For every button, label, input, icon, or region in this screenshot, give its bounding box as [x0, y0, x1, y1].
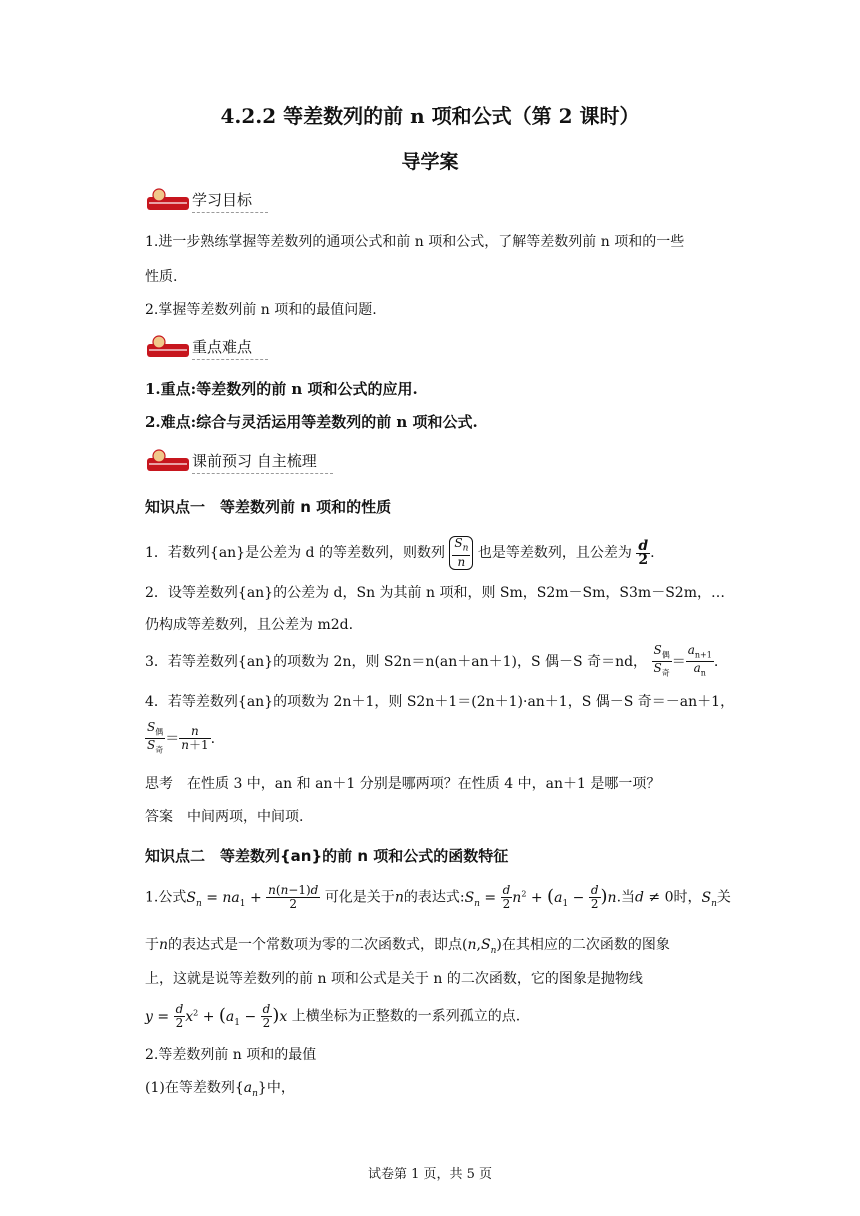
section-header-preview: [145, 446, 333, 474]
section-label: 课前预习 自主梳理: [192, 450, 333, 474]
property-4: 4．若等差数列{an}的项数为 2n＋1，则 S2n＋1＝(2n＋1)·an＋1，S 偶－S 奇＝－an＋1，: [145, 694, 735, 710]
property-2-line-2: 仍构成等差数列，且公差为 m2d.: [145, 617, 354, 633]
sn-over-n-bracket: [449, 536, 473, 570]
even-over-odd-fraction: $\frac{S_偶}{S_奇}$: [653, 643, 670, 678]
property-3: 3．若等差数列{an}的项数为 2n，则 S2n＝n(an＋an＋1)，S 偶－S 奇＝nd， $\frac{S_偶}{S_奇}$ ＝ $\frac{a_{n+1}}{a_n}$ .: [145, 643, 719, 678]
sequence-an: $\{a_n\}$: [234, 1080, 267, 1099]
formula-text-i: 在其相应的二次函数的图象: [501, 937, 670, 953]
formula-text-e: 时，: [673, 889, 702, 906]
formula-line-4: [145, 1003, 520, 1030]
formula-text-c: 的表达式:: [403, 889, 465, 906]
property-2-line-1: 2．设等差数列{an}的公差为 d，Sn 为其前 n 项和，则 Sm，S2m－Sm，S3m－S2m，…: [145, 585, 725, 601]
section-label: 重点难点: [192, 336, 268, 360]
d-over-2-fraction: $\frac{d}{2}$: [638, 537, 649, 568]
section-header-goals: [145, 185, 268, 213]
property-1-text-a: 1．若数列{an}是公差为 d 的等差数列，则数列: [145, 545, 445, 562]
property-1: 1．若数列{an}是公差为 d 的等差数列，则数列 $\frac{S_n}{n}$ 也是等差数列，且公差为 $\frac{d}{2}$ .: [145, 536, 655, 570]
sn-formula: $S_n = na_1$ + $\frac{n(n-1)d}{2}$: [186, 883, 319, 911]
section-badge-icon: [145, 448, 191, 474]
max-line-1: [145, 1077, 295, 1099]
keypoint-line-1: 1.重点:等差数列的前 n 项和公式的应用.: [145, 380, 418, 398]
formula-text-a: 1.公式: [145, 889, 187, 906]
max-heading: 2.等差数列前 n 项和的最值: [145, 1047, 317, 1063]
formula-line-1: 1.公式$S_n = na_1$ + $\frac{n(n-1)d}{2}$ 可化是关于n的表达式$:S_n$ = $\frac{d}{2}$ $n^2 + (a_1$ − $\frac{d}{2}$ )n.当d ≠ 0时，$S_n$关: [145, 883, 731, 911]
max-text-a: (1)在等差数列: [145, 1080, 235, 1096]
page-subtitle: 导学案: [401, 151, 459, 173]
sn-over-n-fraction: $\frac{S_n}{n}$: [454, 536, 469, 570]
n-over-n-plus-1-fraction: $\frac{n}{n+1}$: [181, 724, 209, 753]
goal-line-1: 1.进一步熟练掌握等差数列的通项公式和前 n 项和公式，了解等差数列前 n 项和的一些: [145, 234, 685, 250]
knowledge-heading-1: 知识点一 等差数列前 n 项和的性质: [145, 498, 392, 516]
formula-text-j: 上横坐标为正整数的一系列孤立的点.: [291, 1008, 521, 1025]
section-header-keypoints: [145, 332, 268, 360]
section-badge-icon: [145, 187, 191, 213]
property-4-fraction: $\frac{S_偶}{S_奇}$ ＝ $\frac{n}{n+1}$ .: [147, 720, 216, 755]
think-question: 思考 在性质 3 中，an 和 an＋1 分别是哪两项？在性质 4 中，an＋1 是哪一项？: [145, 776, 661, 792]
page-title: 4.2.2 等差数列的前 n 项和公式（第 2 课时）: [220, 104, 640, 128]
formula-text-f: 关: [716, 889, 731, 906]
formula-text-g: 于: [145, 937, 159, 953]
goal-line-2: 性质.: [145, 269, 178, 285]
nd-fraction: $\frac{n(n-1)d}{2}$: [268, 883, 319, 911]
goal-line-3: 2.掌握等差数列前 n 项和的最值问题.: [145, 302, 377, 318]
max-text-b: 中，: [266, 1080, 295, 1096]
section-label: 学习目标: [192, 189, 268, 213]
parabola-formula: y = $\frac{d}{2}$ $x^2 + (a_1$ − $\frac{d}{2}$ )x: [145, 1002, 288, 1030]
keypoint-line-2: 2.难点:综合与灵活运用等差数列的前 n 项和公式.: [145, 413, 478, 431]
page-footer: 试卷第 1 页，共 5 页: [367, 1167, 493, 1182]
property-3-text: 3．若等差数列{an}的项数为 2n，则 S2n＝n(an＋an＋1)，S 偶－S 奇＝nd，: [145, 653, 648, 670]
formula-line-2: 于n的表达式是一个常数项为零的二次函数式，即点$(n,S_n)$在其相应的二次函数的图象: [145, 937, 670, 956]
a-n1-over-a-n-fraction: $\frac{a_{n+1}}{a_n}$: [687, 643, 712, 678]
section-badge-icon: [145, 334, 191, 360]
knowledge-heading-2: 知识点二 等差数列{an}的前 n 项和公式的函数特征: [145, 847, 509, 865]
formula-text-d: .当: [616, 889, 636, 906]
formula-text-b: 可化是关于: [324, 889, 395, 906]
sn-quadratic: $S_n$ = $\frac{d}{2}$ $n^2 + (a_1$ − $\frac{d}{2}$ )n: [464, 883, 617, 911]
point-n-sn: $(n,S_n)$: [462, 937, 502, 956]
think-answer: 答案 中间两项，中间项.: [145, 809, 304, 825]
formula-line-3: 上，这就是说等差数列的前 n 项和公式是关于 n 的二次函数，它的图象是抛物线: [145, 971, 643, 987]
even-over-odd-fraction: $\frac{S_偶}{S_奇}$: [147, 720, 164, 755]
formula-text-h: 的表达式是一个常数项为零的二次函数式，即点: [168, 937, 463, 953]
property-1-text-b: 也是等差数列，且公差为: [477, 545, 632, 562]
